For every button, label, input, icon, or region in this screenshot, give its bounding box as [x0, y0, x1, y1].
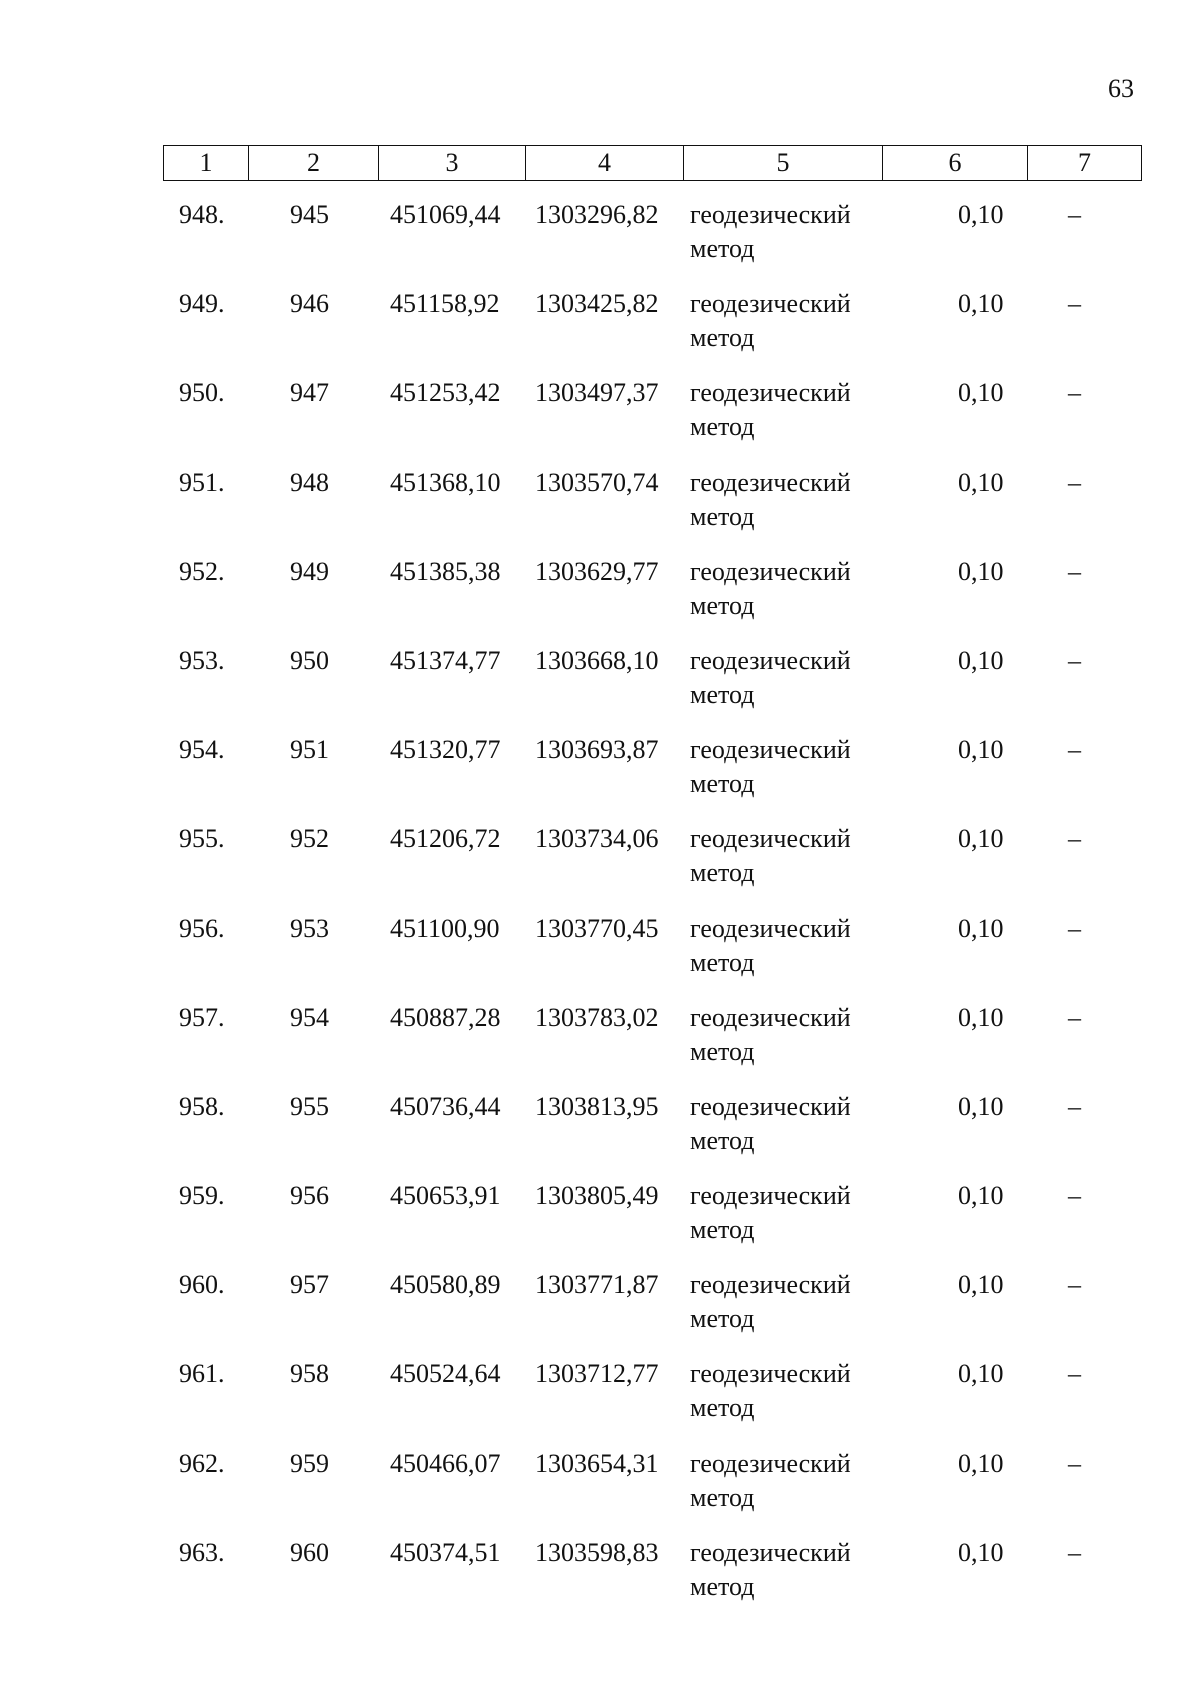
point-number: 955: [290, 1091, 329, 1121]
method-text: геодезический: [690, 913, 851, 943]
method-text-line2: метод: [690, 947, 755, 977]
row-number: 961.: [179, 1359, 225, 1389]
accuracy-value: 0,10: [958, 289, 1004, 319]
row-number: 958.: [179, 1091, 225, 1121]
coordinate-x: 450653,91: [390, 1181, 501, 1211]
coordinate-y: 1303425,82: [535, 289, 659, 319]
method-text-line2: метод: [690, 1571, 755, 1601]
method-text: геодезический: [690, 1002, 851, 1032]
row-number: 959.: [179, 1181, 225, 1211]
point-number: 948: [290, 467, 329, 497]
table-row: [163, 376, 1137, 465]
table-row: [163, 733, 1137, 822]
coordinate-x: 451385,38: [390, 556, 501, 586]
row-number: 957.: [179, 1002, 225, 1032]
accuracy-value: 0,10: [958, 200, 1004, 229]
coordinate-y: 1303805,49: [535, 1181, 659, 1211]
method-text: геодезический: [690, 1181, 851, 1211]
row-number: 948.: [179, 200, 225, 229]
point-number: 959: [290, 1448, 329, 1478]
row-number: 952.: [179, 556, 225, 586]
point-number: 949: [290, 556, 329, 586]
note-dash: –: [1068, 1002, 1081, 1032]
accuracy-value: 0,10: [958, 1448, 1004, 1478]
coordinate-x: 450736,44: [390, 1091, 501, 1121]
row-number: 951.: [179, 467, 225, 497]
coordinate-x: 450887,28: [390, 1002, 501, 1032]
method-text: геодезический: [690, 1448, 851, 1478]
method-text-line2: метод: [690, 412, 755, 442]
method-text: геодезический: [690, 467, 851, 497]
coordinate-x: 451158,92: [390, 289, 500, 319]
method-text: геодезический: [690, 1537, 851, 1567]
accuracy-value: 0,10: [958, 378, 1004, 408]
column-header: 7: [1028, 146, 1142, 181]
accuracy-value: 0,10: [958, 1181, 1004, 1211]
method-text: геодезический: [690, 378, 851, 408]
method-text: геодезический: [690, 1359, 851, 1389]
note-dash: –: [1068, 1359, 1081, 1389]
column-header-row: [164, 146, 1142, 181]
column-header: 4: [526, 146, 684, 181]
coordinate-x: 450524,64: [390, 1359, 501, 1389]
method-text-line2: метод: [690, 234, 755, 263]
method-text-line2: метод: [690, 769, 755, 799]
coordinate-x: 451253,42: [390, 378, 501, 408]
row-number: 962.: [179, 1448, 225, 1478]
table-row: [163, 1001, 1137, 1090]
note-dash: –: [1068, 200, 1081, 229]
method-text-line2: метод: [690, 1482, 755, 1512]
coordinate-y: 1303771,87: [535, 1270, 659, 1300]
row-number: 956.: [179, 913, 225, 943]
point-number: 956: [290, 1181, 329, 1211]
point-number: 958: [290, 1359, 329, 1389]
coordinate-y: 1303770,45: [535, 913, 659, 943]
accuracy-value: 0,10: [958, 735, 1004, 765]
coordinate-y: 1303734,06: [535, 824, 659, 854]
note-dash: –: [1068, 289, 1081, 319]
method-text-line2: метод: [690, 679, 755, 709]
note-dash: –: [1068, 556, 1081, 586]
method-text: геодезический: [690, 289, 851, 319]
table-row: [163, 555, 1137, 644]
coordinate-y: 1303497,37: [535, 378, 659, 408]
note-dash: –: [1068, 735, 1081, 765]
method-text: геодезический: [690, 735, 851, 765]
accuracy-value: 0,10: [958, 556, 1004, 586]
row-number: 960.: [179, 1270, 225, 1300]
accuracy-value: 0,10: [958, 467, 1004, 497]
note-dash: –: [1068, 1091, 1081, 1121]
table-row: [163, 1179, 1137, 1268]
method-text: геодезический: [690, 1091, 851, 1121]
note-dash: –: [1068, 1448, 1081, 1478]
column-header: 2: [249, 146, 379, 181]
table-row: [163, 1447, 1137, 1536]
accuracy-value: 0,10: [958, 1002, 1004, 1032]
coordinate-y: 1303570,74: [535, 467, 659, 497]
accuracy-value: 0,10: [958, 1359, 1004, 1389]
coordinate-x: 451368,10: [390, 467, 501, 497]
note-dash: –: [1068, 645, 1081, 675]
method-text-line2: метод: [690, 858, 755, 888]
point-number: 957: [290, 1270, 329, 1300]
point-number: 953: [290, 913, 329, 943]
accuracy-value: 0,10: [958, 1091, 1004, 1121]
method-text: геодезический: [690, 1270, 851, 1300]
point-number: 952: [290, 824, 329, 854]
table-row: [163, 1357, 1137, 1446]
row-number: 955.: [179, 824, 225, 854]
coordinate-y: 1303598,83: [535, 1537, 659, 1567]
method-text-line2: метод: [690, 323, 755, 353]
point-number: 946: [290, 289, 329, 319]
column-header: 1: [164, 146, 249, 181]
method-text: геодезический: [690, 645, 851, 675]
point-number: 951: [290, 735, 329, 765]
accuracy-value: 0,10: [958, 645, 1004, 675]
coordinate-x: 451100,90: [390, 913, 500, 943]
note-dash: –: [1068, 467, 1081, 497]
coordinate-y: 1303629,77: [535, 556, 659, 586]
table-row: [163, 912, 1137, 1001]
note-dash: –: [1068, 1537, 1081, 1567]
row-number: 963.: [179, 1537, 225, 1567]
page-number: 63: [1108, 74, 1134, 103]
table-row: [163, 1268, 1137, 1357]
note-dash: –: [1068, 913, 1081, 943]
column-header: 6: [883, 146, 1028, 181]
method-text-line2: метод: [690, 1215, 755, 1245]
coordinate-y: 1303693,87: [535, 735, 659, 765]
method-text: геодезический: [690, 200, 851, 229]
column-header-table: [163, 145, 1142, 181]
note-dash: –: [1068, 1270, 1081, 1300]
coordinate-x: 451374,77: [390, 645, 501, 675]
method-text-line2: метод: [690, 590, 755, 620]
coordinate-y: 1303813,95: [535, 1091, 659, 1121]
table-row: [163, 644, 1137, 733]
coordinate-y: 1303668,10: [535, 645, 659, 675]
point-number: 947: [290, 378, 329, 408]
coordinate-x: 451069,44: [390, 200, 501, 229]
coordinate-x: 450374,51: [390, 1537, 501, 1567]
accuracy-value: 0,10: [958, 1537, 1004, 1567]
coordinate-y: 1303296,82: [535, 200, 659, 229]
accuracy-value: 0,10: [958, 1270, 1004, 1300]
table-row: [163, 198, 1137, 287]
accuracy-value: 0,10: [958, 824, 1004, 854]
row-number: 954.: [179, 735, 225, 765]
table-row: [163, 466, 1137, 555]
row-number: 953.: [179, 645, 225, 675]
point-number: 945: [290, 200, 329, 229]
coordinate-y: 1303783,02: [535, 1002, 659, 1032]
method-text-line2: метод: [690, 1125, 755, 1155]
table-row: [163, 287, 1137, 376]
point-number: 950: [290, 645, 329, 675]
method-text-line2: метод: [690, 501, 755, 531]
accuracy-value: 0,10: [958, 913, 1004, 943]
point-number: 954: [290, 1002, 329, 1032]
row-number: 950.: [179, 378, 225, 408]
method-text-line2: метод: [690, 1304, 755, 1334]
table-row: [163, 1090, 1137, 1179]
point-number: 960: [290, 1537, 329, 1567]
note-dash: –: [1068, 378, 1081, 408]
coordinate-y: 1303654,31: [535, 1448, 659, 1478]
coordinate-y: 1303712,77: [535, 1359, 659, 1389]
method-text: геодезический: [690, 824, 851, 854]
method-text: геодезический: [690, 556, 851, 586]
column-header: 3: [379, 146, 526, 181]
coordinate-x: 450580,89: [390, 1270, 501, 1300]
coordinate-x: 451206,72: [390, 824, 501, 854]
method-text-line2: метод: [690, 1393, 755, 1423]
coordinates-table-body: [163, 198, 1137, 1625]
table-row: [163, 1536, 1137, 1625]
coordinate-x: 450466,07: [390, 1448, 501, 1478]
table-row: [163, 822, 1137, 911]
note-dash: –: [1068, 1181, 1081, 1211]
coordinate-x: 451320,77: [390, 735, 501, 765]
row-number: 949.: [179, 289, 225, 319]
column-header: 5: [684, 146, 883, 181]
method-text-line2: метод: [690, 1036, 755, 1066]
note-dash: –: [1068, 824, 1081, 854]
